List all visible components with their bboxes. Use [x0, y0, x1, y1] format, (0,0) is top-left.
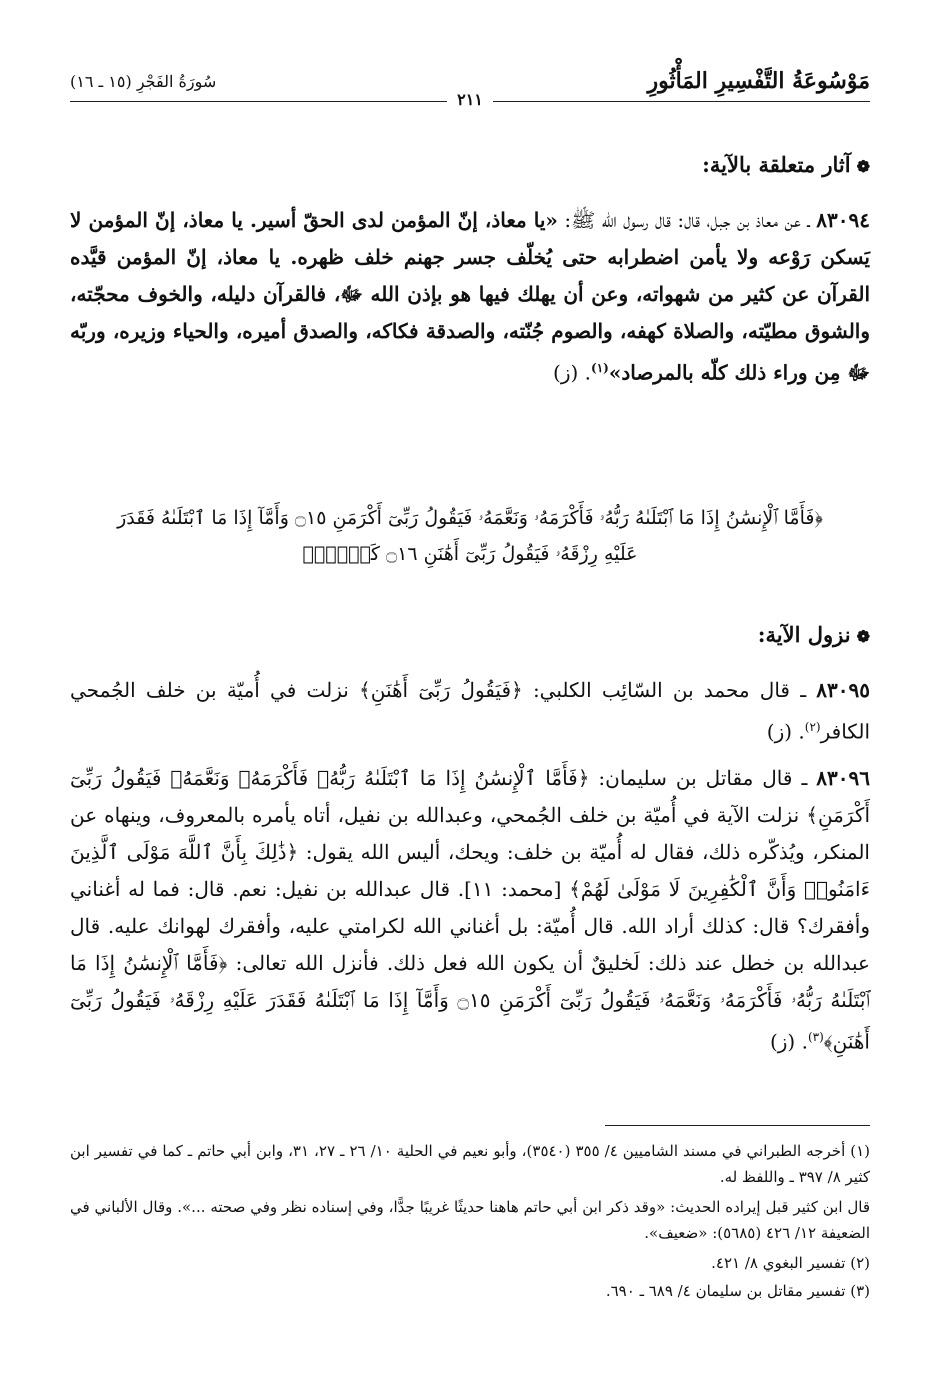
entry-number: ٨٣٠٩٤	[816, 208, 870, 232]
book-title: مَوْسُوعَةُ التَّفْسِيرِ المَأْثُورِ	[647, 68, 870, 94]
footnote-3: (٣) تفسير مقاتل بن سليمان ٤/ ٦٨٩ ـ ٦٩٠.	[605, 1282, 870, 1300]
entry-tail: . (ز)	[766, 719, 805, 744]
flower-ornament-icon: ❁	[856, 627, 870, 646]
section-heading-revelation	[758, 622, 870, 647]
footnote-1-comment: قال ابن كثير قبل إيراده الحديث: «وقد ذكر ابن أبي حاتم هاهنا حديثًا غريبًا جدًّا، وفي إسناده نظر وفي صحته ...». وقال الألباني في الضعيفة ١٢/ ٤٢٦ (٥٦٨٥): «ضعيف».	[70, 1198, 870, 1242]
entry-number: ٨٣٠٩٦	[816, 766, 870, 790]
footnote-marker[interactable]: (٢)	[804, 720, 821, 734]
entry-text: ـ قال محمد بن السّائِب الكلبي: ﴿فَيَقُولُ رَبِّىٓ أَهَٰنَنِ﴾ نزلت في أُميّة بن خلف الجُمحي الكافر	[70, 678, 870, 744]
entry-83096	[70, 760, 870, 1061]
entry-tail: . (ز)	[553, 360, 591, 385]
footnote-2: (٢) تفسير البغوي ٨/ ٤٢١.	[711, 1254, 870, 1272]
quran-verse-block	[70, 500, 870, 572]
footnote-marker[interactable]: (١)	[591, 361, 609, 375]
entry-number: ٨٣٠٩٥	[816, 678, 870, 702]
page-header	[70, 60, 870, 112]
section-heading-text: نزول الآية:	[757, 622, 851, 647]
entry-text: ـ قال مقاتل بن سليمان: ﴿فَأَمَّا ٱلْإِنسَٰنُ إِذَا مَا ٱبْتَلَىٰهُ رَبُّهُۥ فَأَكْرَمَهُۥ وَنَعَّمَهُۥ فَيَقُولُ رَبِّىٓ أَكْرَمَنِ﴾ نزلت الآية في أُميّة بن خلف الجُمحي، وعبدالله بن نفيل، أتاه يأمره بالمعروف، وينهاه عن المنكر، ويُذكّره ذلك، فقال له أُميّة بن خلف: ويحك، أليس الله يقول: ﴿ذَٰلِكَ بِأَنَّ ٱللَّهَ مَوْلَى ٱلَّذِينَ ءَامَنُوا۟ وَأَنَّ ٱلْكَٰفِرِينَ لَا مَوْلَىٰ لَهُمْ﴾ [محمد: ١١]. قال عبدالله بن نفيل: نعم. قال: فما له أغناني وأفقرك؟ قال: كذلك أراد الله. قال أُميّة: بل أغناني الله لكرامتي عليه، وأفقرك لهوانك عليه. قال عبدالله بن خطل عند ذلك: لَخليقٌ أن يكون الله فعل ذلك. فأنزل الله تعالى: ﴿فَأَمَّا ٱلْإِنسَٰنُ إِذَا مَا ٱبْتَلَىٰهُ رَبُّهُۥ فَأَكْرَمَهُۥ وَنَعَّمَهُۥ فَيَقُولُ رَبِّىٓ أَكْرَمَنِ ۝١٥ وَأَمَّآ إِذَا مَا ٱبْتَلَىٰهُ فَقَدَرَ عَلَيْهِ رِزْقَهُۥ فَيَقُولُ رَبِّىٓ أَهَٰنَنِ﴾	[70, 766, 871, 1054]
flower-ornament-icon: ❁	[856, 157, 870, 176]
page-number-wrap	[70, 90, 870, 109]
hadith-quote: «يا معاذ، إنّ المؤمن لدى الحقّ أسير. يا معاذ، إنّ المؤمن لا يَسكن رَوْعه ولا يأمن اضطرابه حتى يُخلّف جسر جهنم خلف ظهره. يا معاذ، إنّ المؤمن قيَّده القرآن عن كثير من شهواته، وعن أن يهلك فيها هو بإذن الله ﷻ، فالقرآن دليله، والخوف محجّته، والشوق مطيّته، والصلاة كهفه، والصوم جُنّته، والصدقة فكاكه، والصدق أميره، والحياء وزيره، وربّه ﷻ مِن وراء ذلك كلّه بالمرصاد»	[70, 208, 870, 385]
surah-reference: سُورَةُ الفَجْرِ (١٥ ـ ١٦)	[70, 72, 217, 91]
section-heading-related-reports	[702, 152, 870, 177]
footnote-marker[interactable]: (٣)	[807, 1030, 824, 1044]
page-number: ٢١١	[447, 90, 493, 109]
entry-83095	[70, 672, 870, 751]
verse-line-2: عَلَيْهِ رِزْقَهُۥ فَيَقُولُ رَبِّىٓ أَهَٰنَنِ ۝١٦ كَلَّاۖ﴾	[302, 543, 638, 565]
verse-line-1: ﴿فَأَمَّا ٱلْإِنسَٰنُ إِذَا مَا ٱبْتَلَىٰهُ رَبُّهُۥ فَأَكْرَمَهُۥ وَنَعَّمَهُۥ فَيَقُولُ رَبِّىٓ أَكْرَمَنِ ۝١٥ وَأَمَّآ إِذَا مَا ٱبْتَلَىٰهُ فَقَدَرَ	[117, 507, 823, 529]
entry-intro: ـ عن معاذ بن جبل، قال: قال رسول الله ﷺ:	[557, 208, 817, 232]
entry-tail: . (ز)	[769, 1029, 808, 1054]
entry-83094	[70, 202, 870, 392]
page	[70, 60, 870, 1340]
footnote-1: (١) أخرجه الطبراني في مسند الشاميين ٤/ ٣٥٥ (٣٥٤٠)، وأبو نعيم في الحلية ١٠/ ٢٦ ـ ٢٧، ٣١، وابن أبي حاتم ـ كما في تفسير ابن كثير ٨/ ٣٩٧ ـ واللفظ له.	[70, 1142, 871, 1186]
footnote-separator	[605, 1125, 870, 1126]
section-heading-text: آثار متعلقة بالآية:	[702, 152, 851, 177]
